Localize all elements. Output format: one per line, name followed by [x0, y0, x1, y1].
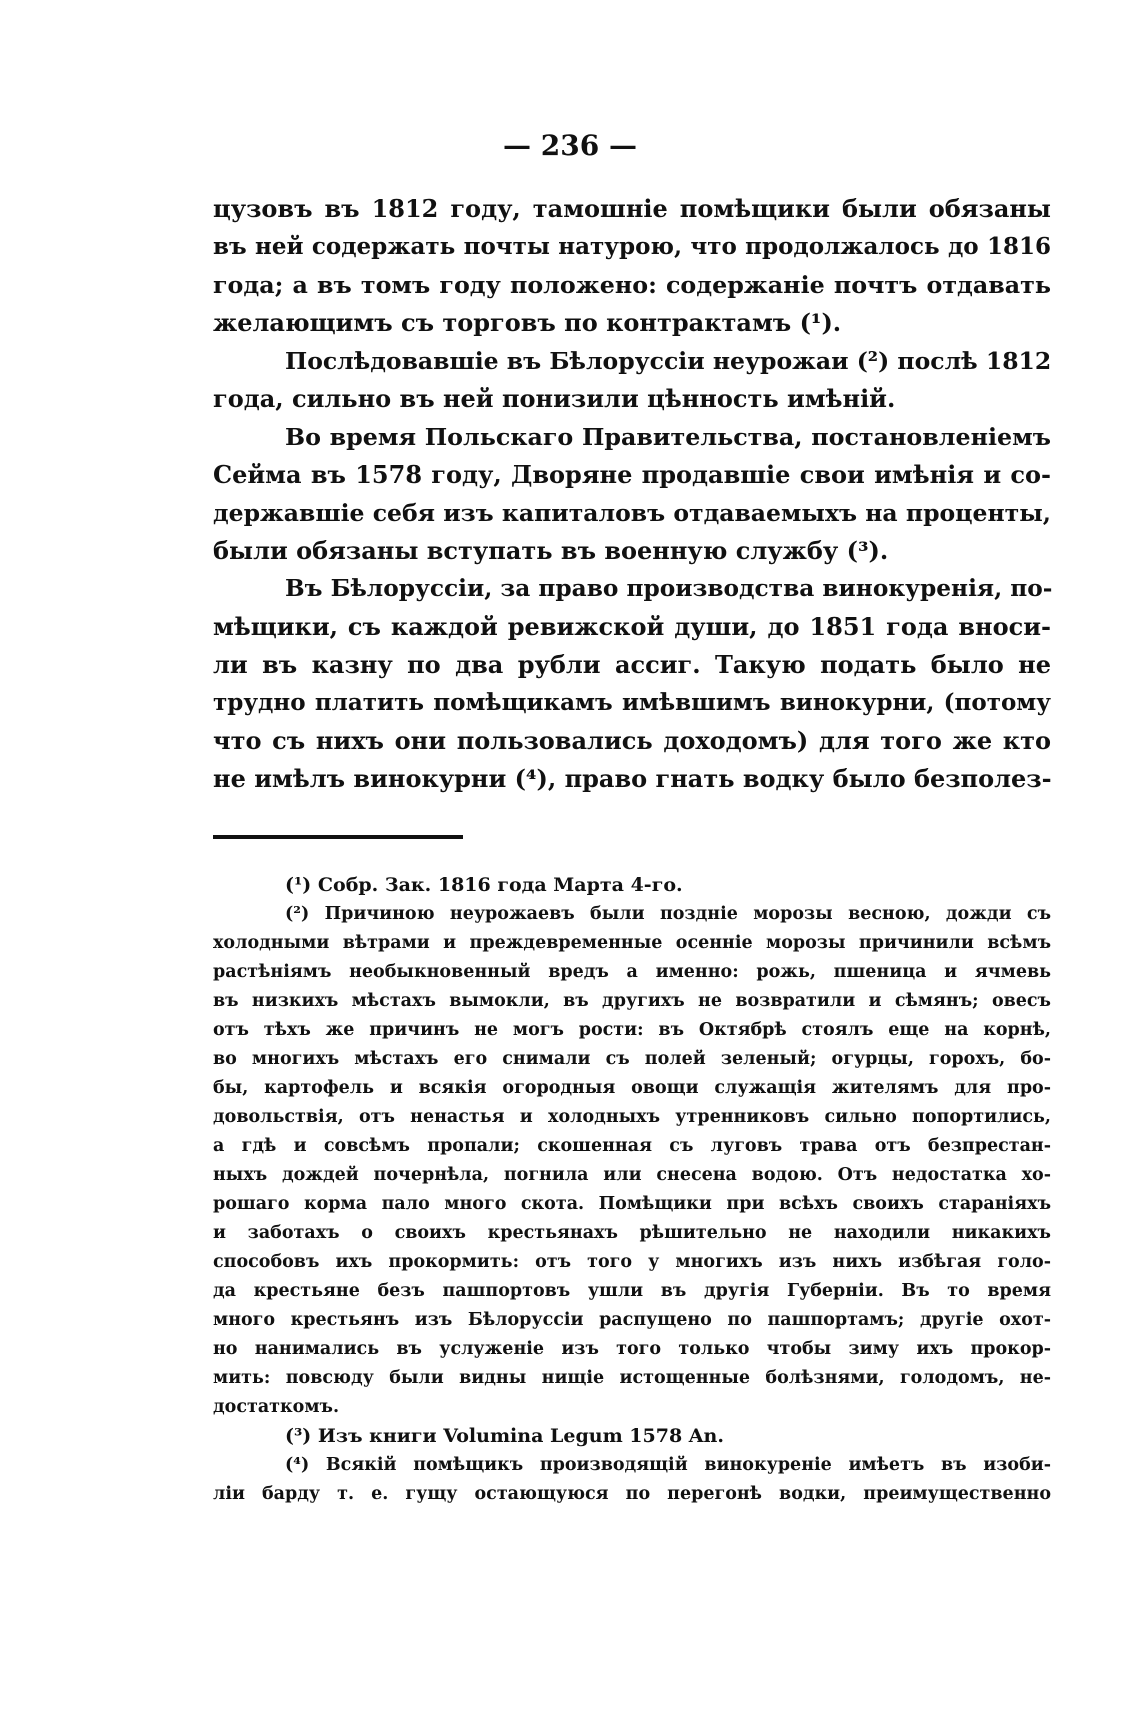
text-line: въ ней содержать почты натурою, что продолжалось до 1816 — [213, 233, 1051, 260]
footnote-line: мить: повсюду были видны нищіе истощенные болѣзнями, голодомъ, не- — [213, 1368, 1051, 1388]
text-line: года, сильно въ ней понизили цѣнность имѣній. — [213, 384, 896, 413]
footnote-line: ныхъ дождей почернѣла, погнила или снесена водою. Отъ недостатка хо- — [213, 1165, 1051, 1185]
footnote-line: бы, картофель и всякія огородныя овощи служащія жителямъ для про- — [213, 1078, 1051, 1098]
text-line: Послѣдовавшіе въ Бѣлоруссіи неурожаи (²) послѣ 1812 — [285, 347, 1052, 375]
footnote-line: довольствія, отъ ненастья и холодныхъ утренниковъ сильно попортились, — [213, 1107, 1051, 1127]
text-line: года; а въ томъ году положено: содержаніе почтъ отдавать — [213, 271, 1051, 299]
text-line: трудно платить помѣщикамъ имѣвшимъ винокурни, (потому — [213, 689, 1051, 716]
footnote-divider — [213, 835, 463, 839]
footnote-line: (⁴) Всякій помѣщикъ производящій винокуреніе имѣетъ въ изоби- — [285, 1455, 1051, 1475]
footnote-line: отъ тѣхъ же причинъ не могъ рости: въ Октябрѣ стоялъ еще на корнѣ, — [213, 1020, 1051, 1040]
footnote-line: достаткомъ. — [213, 1397, 340, 1417]
text-line: ли въ казну по два рубли ассиг. Такую подать было не — [213, 650, 1051, 679]
footnote-line: и заботахъ о своихъ крестьянахъ рѣшительно не находили никакихъ — [213, 1223, 1051, 1243]
footnote-line: да крестьяне безъ пашпортовъ ушли въ другія Губерніи. Въ то время — [213, 1281, 1051, 1301]
footnote-line: рошаго корма пало много скота. Помѣщики при всѣхъ своихъ стараніяхъ — [213, 1194, 1051, 1214]
footnote-line: во многихъ мѣстахъ его снимали съ полей зеленый; огурцы, горохъ, бо- — [213, 1049, 1051, 1069]
text-line: мѣщики, съ каждой ревижской души, до 1851 года вноси- — [213, 612, 1051, 641]
footnote-line: ліи барду т. е. гущу остающуюся по перегонѣ водки, преимущественно — [213, 1484, 1051, 1504]
footnotes — [213, 871, 1051, 1509]
footnote-line: (¹) Собр. Зак. 1816 года Марта 4-го. — [285, 874, 683, 896]
text-line: что съ нихъ они пользовались доходомъ) для того же кто — [213, 726, 1051, 755]
main-text — [213, 190, 1051, 798]
text-line: желающимъ съ торговъ по контрактамъ (¹). — [213, 308, 842, 337]
footnote-line: а гдѣ и совсѣмъ пропали; скошенная съ луговъ трава отъ безпрестан- — [213, 1136, 1051, 1156]
footnote-line: но нанимались въ услуженіе изъ того только чтобы зиму ихъ прокор- — [213, 1339, 1051, 1359]
footnote-line: много крестьянъ изъ Бѣлоруссіи распущено по пашпортамъ; другіе охот- — [213, 1310, 1051, 1330]
footnote-line: въ низкихъ мѣстахъ вымокли, въ другихъ не возвратили и сѣмянъ; овесъ — [213, 991, 1051, 1011]
footnote-line: способовъ ихъ прокормить: отъ того у многихъ изъ нихъ избѣгая голо- — [213, 1252, 1051, 1272]
text-line: Во время Польскаго Правительства, постановленіемъ — [285, 423, 1051, 451]
text-line: державшіе себя изъ капиталовъ отдаваемыхъ на проценты, — [213, 499, 1051, 527]
footnote-line: (²) Причиною неурожаевъ были поздніе морозы весною, дожди съ — [285, 904, 1051, 924]
footnote-line: холодными вѣтрами и преждевременные осенніе морозы причинили всѣмъ — [213, 933, 1051, 953]
footnote-line: растѣніямъ необыкновенный вредъ а именно: рожь, пшеница и ячмевь — [213, 962, 1051, 982]
text-line: были обязаны вступать въ военную службу (³). — [213, 536, 889, 565]
text-line: цузовъ въ 1812 году, тамошніе помѣщики были обязаны — [213, 194, 1051, 223]
text-line: Сейма въ 1578 году, Дворяне продавшіе свои имѣнія и со- — [213, 460, 1051, 489]
page-number: — 236 — — [503, 129, 637, 162]
text-line: не имѣлъ винокурни (⁴), право гнать водку было безполез- — [213, 764, 1052, 793]
text-line: Въ Бѣлоруссіи, за право производства винокуренія, по- — [285, 575, 1053, 602]
footnote-line: (³) Изъ книги Volumina Legum 1578 An. — [285, 1425, 724, 1447]
